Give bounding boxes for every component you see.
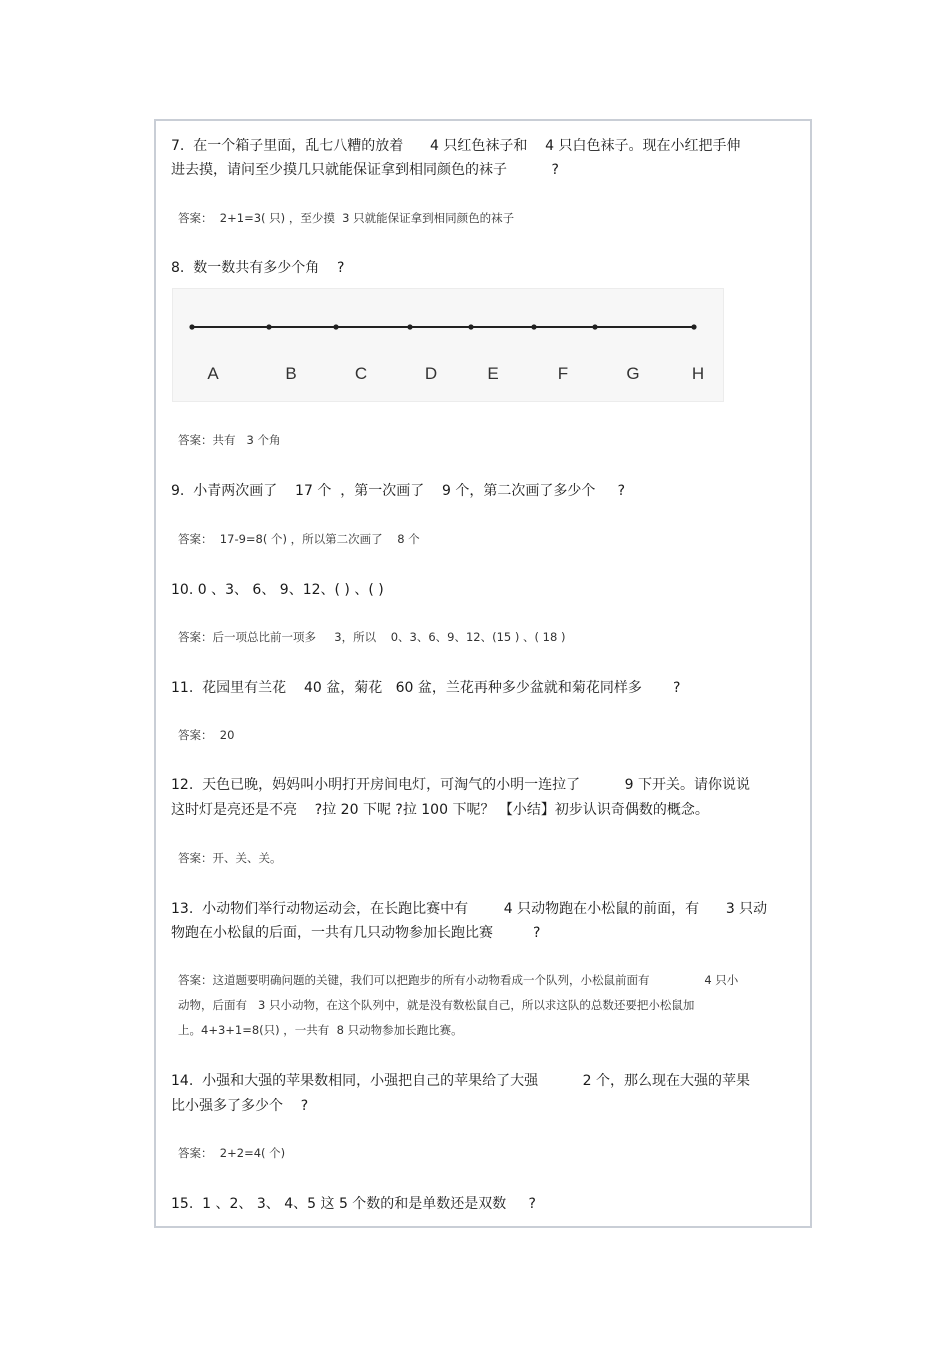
answer-12: 答案：开、关、关。 [178,851,282,865]
worksheet-frame [154,119,812,1228]
ray-point-label-f: F [557,364,569,383]
ray-point-label-c: C [354,364,368,383]
answer-11: 答案： 20 [178,728,235,742]
ray-diagram [172,288,724,402]
ray-point-c [333,324,338,329]
answer-13-line-3: 上。4+3+1=8(只) ，一共有 8 只动物参加长跑比赛。 [178,1023,463,1037]
question-13-line-1: 13. 小动物们举行动物运动会，在长跑比赛中有 4 只动物跑在小松鼠的前面，有 3 只动 [171,901,768,917]
question-12-line-1: 12. 天色已晚，妈妈叫小明打开房间电灯，可淘气的小明一连拉了 9 下开关。请你说说 [171,777,751,793]
answer-8: 答案：共有 3 个角 [178,433,281,447]
ray-point-label-e: E [487,364,499,383]
answer-13-line-1: 答案：这道题要明确问题的关键，我们可以把跑步的所有小动物看成一个队列，小松鼠前面有 4 只小 [178,973,739,987]
ray-point-h [691,324,696,329]
question-14-line-2: 比小强多了多少个 ? [171,1098,309,1114]
answer-10: 答案：后一项总比前一项多 3，所以 0、3、6、9、12、(15 ) 、( 18 ) [178,630,566,644]
ray-point-label-a: A [207,364,219,383]
ray-point-a [189,324,194,329]
answer-9: 答案： 17-9=8( 个) ，所以第二次画了 8 个 [178,532,420,546]
ray-point-g [592,324,597,329]
ray-point-f [531,324,536,329]
ray-point-label-b: B [285,364,297,383]
ray-diagram-svg [173,289,725,403]
ray-point-d [407,324,412,329]
ray-point-e [468,324,473,329]
question-10: 10. 0 、3、 6、 9、12、( ) 、( ) [171,582,384,598]
ray-point-label-d: D [424,364,438,383]
question-11: 11. 花园里有兰花 40 盆，菊花 60 盆，兰花再种多少盆就和菊花同样多 ? [171,680,681,696]
question-14-line-1: 14. 小强和大强的苹果数相同，小强把自己的苹果给了大强 2 个，那么现在大强的苹果 [171,1073,751,1089]
question-12-line-2: 这时灯是亮还是不亮 ?拉 20 下呢 ?拉 100 下呢？ 【小结】初步认识奇偶数的概念。 [171,802,709,818]
ray-point-b [266,324,271,329]
ray-point-label-g: G [626,364,640,383]
answer-14: 答案： 2+2=4( 个) [178,1146,286,1160]
answer-13-line-2: 动物，后面有 3 只小动物，在这个队列中，就是没有数松鼠自己，所以求这队的总数还要把小松鼠加 [178,998,695,1012]
question-7-line-1: 7. 在一个箱子里面，乱七八糟的放着 4 只红色袜子和 4 只白色袜子。现在小红把手伸 [171,138,741,154]
answer-7: 答案： 2+1=3( 只) ，至少摸 3 只就能保证拿到相同颜色的袜子 [178,211,515,225]
ray-point-label-h: H [691,364,705,383]
question-9: 9. 小青两次画了 17 个 ，第一次画了 9 个，第二次画了多少个 ? [171,483,626,499]
question-7-line-2: 进去摸，请问至少摸几只就能保证拿到相同颜色的袜子 ? [171,162,559,178]
question-15: 15. 1 、2、 3、 4、5 这 5 个数的和是单数还是双数 ? [171,1196,536,1212]
question-13-line-2: 物跑在小松鼠的后面，一共有几只动物参加长跑比赛 ? [171,925,541,941]
question-8: 8. 数一数共有多少个角 ? [171,260,345,276]
